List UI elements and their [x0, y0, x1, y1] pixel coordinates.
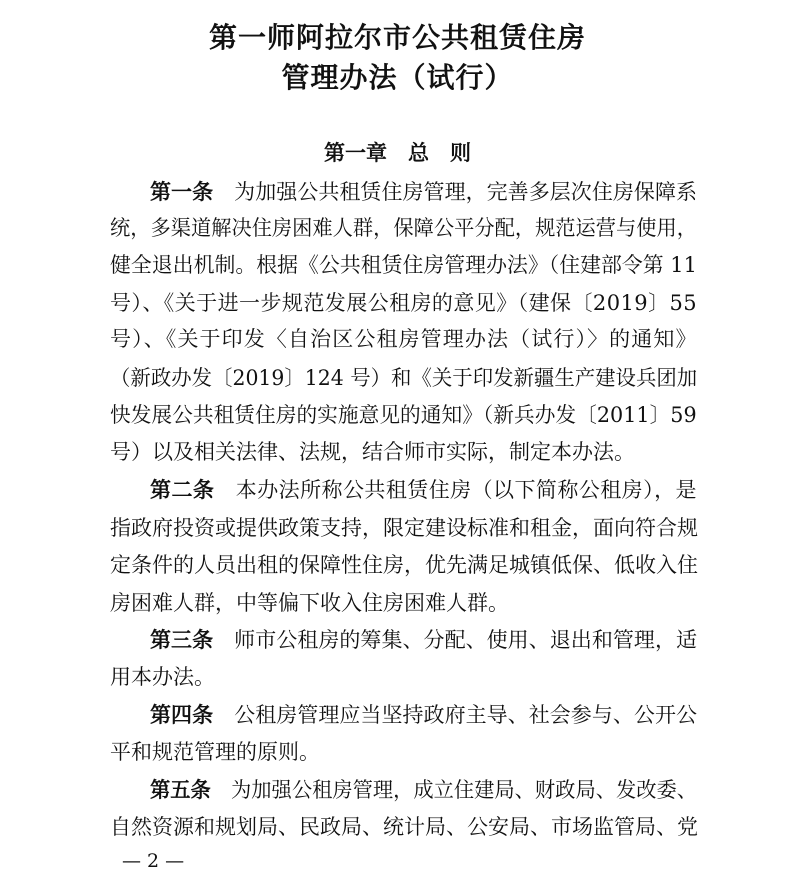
- article-label: 第五条: [150, 778, 211, 802]
- article-text: 本办法所称公共租赁住房（以下简称公租房），是: [214, 478, 697, 502]
- article-1-line-7: 快发展公共租赁住房的实施意见的通知》（新兵办发〔2011〕59: [110, 403, 697, 427]
- article-5-line-2: 自然资源和规划局、民政局、统计局、公安局、市场监管局、党: [110, 815, 698, 839]
- article-2-line-2: 指政府投资或提供政策支持，限定建设标准和租金，面向符合规: [110, 516, 698, 540]
- article-text: 公租房管理应当坚持政府主导、社会参与、公开公: [213, 703, 698, 727]
- article-2-line-3: 定条件的人员出租的保障性住房，优先满足城镇低保、低收入住: [110, 553, 698, 577]
- article-1-line-3: 健全退出机制。根据《公共租赁住房管理办法》（住建部令第 11: [110, 253, 697, 277]
- article-label: 第三条: [150, 628, 214, 652]
- article-text: 为加强公租房管理，成立住建局、财政局、发改委、: [210, 778, 697, 802]
- article-text: 为加强公共租赁住房管理，完善多层次住房保障系: [213, 180, 698, 204]
- article-1-line-5: 号）、《关于印发〈自治区公租房管理办法（试行）〉的通知》: [110, 327, 698, 351]
- article-label: 第一条: [150, 180, 214, 204]
- article-label: 第四条: [150, 703, 214, 727]
- article-1-line-4: 号）、《关于进一步规范发展公租房的意见》（建保〔2019〕55: [110, 291, 698, 315]
- article-3-line-2: 用本办法。: [110, 665, 215, 689]
- chapter-heading: 第一章 总 则: [324, 141, 471, 165]
- article-label: 第二条: [150, 478, 215, 502]
- article-1-line-6: （新政办发〔2019〕124 号）和《关于印发新疆生产建设兵团加: [110, 366, 698, 390]
- article-text: 师市公租房的筹集、分配、使用、退出和管理，适: [213, 628, 698, 652]
- article-5-line-1: [150, 775, 697, 805]
- article-2-line-1: [150, 475, 697, 505]
- article-3-line-1: [150, 625, 697, 655]
- article-1-line-8: 号）以及相关法律、法规，结合师市实际，制定本办法。: [110, 440, 635, 464]
- article-4-line-1: [150, 700, 697, 730]
- document-title-line-2: 管理办法（试行）: [281, 61, 514, 94]
- article-4-line-2: 平和规范管理的原则。: [110, 740, 320, 764]
- document-title-line-1: 第一师阿拉尔市公共租赁住房: [208, 21, 586, 54]
- page-number: — 2 —: [122, 850, 185, 872]
- article-1-line-2: 统，多渠道解决住房困难人群，保障公平分配，规范运营与使用，: [110, 216, 697, 240]
- article-1-line-1: [150, 177, 697, 207]
- article-2-line-4: 房困难人群，中等偏下收入住房困难人群。: [110, 591, 509, 615]
